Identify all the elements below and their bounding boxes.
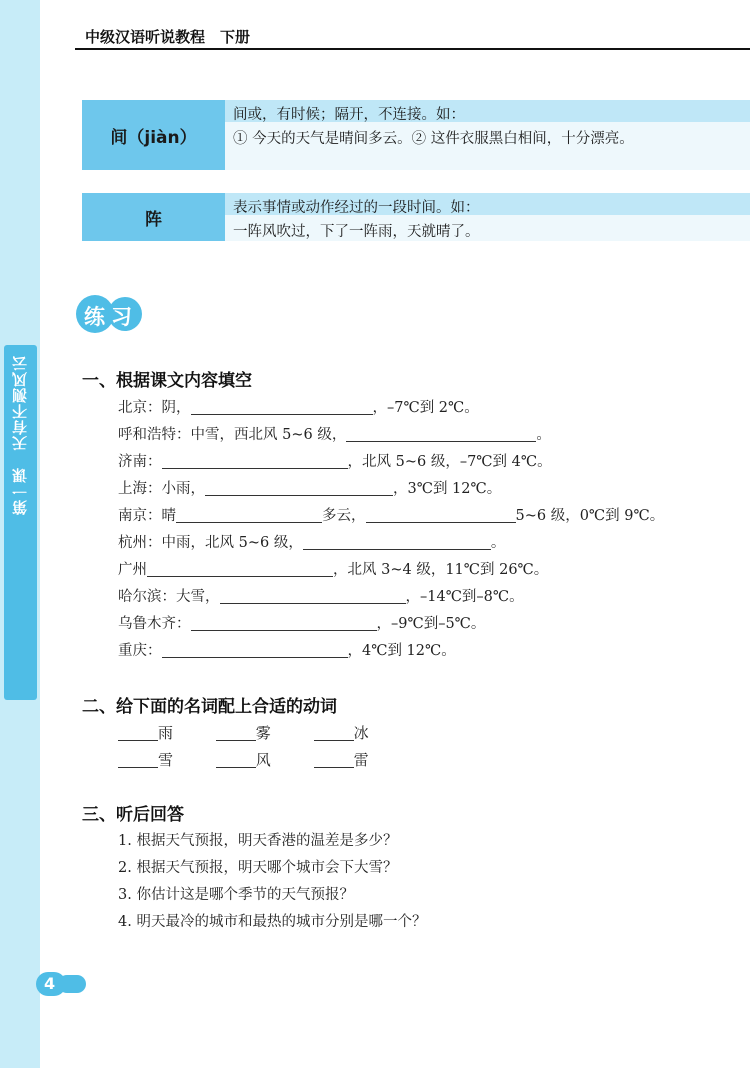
answer-blank[interactable]: [216, 750, 256, 768]
answer-blank[interactable]: [314, 750, 354, 768]
list-item: 风: [216, 747, 309, 774]
chapter-side-tab: [4, 345, 37, 700]
list-item: 雷: [314, 747, 407, 774]
answer-blank[interactable]: [346, 424, 536, 442]
answer-blank[interactable]: [176, 505, 322, 523]
answer-blank[interactable]: [314, 723, 354, 741]
answer-blank[interactable]: [191, 397, 373, 415]
header-rule: [75, 48, 750, 50]
exercise-badge-label: 练习: [84, 305, 138, 329]
list-item: 呼和浩特：中雪，西北风 5~6 级， 。: [118, 422, 718, 449]
verb-row: [118, 747, 407, 774]
answer-blank[interactable]: [205, 478, 393, 496]
definition-text: 表示事情或动作经过的一段时间。如： 一阵风吹过，下了一阵雨，天就晴了。: [233, 200, 480, 240]
book-title: 中级汉语听说教程 下册: [85, 28, 251, 46]
question-list: [118, 828, 426, 936]
answer-blank[interactable]: [147, 559, 333, 577]
definition-text: 间或，有时候；隔开，不连接。如： ① 今天的天气是晴间多云。② 这件衣服黑白相间，十分漂亮。: [233, 107, 634, 147]
list-item: 杭州：中雨，北风 5~6 级， 。: [118, 530, 718, 557]
list-item: 乌鲁木齐： ，–9℃到–5℃。: [118, 611, 718, 638]
answer-blank[interactable]: [366, 505, 516, 523]
answer-blank[interactable]: [118, 750, 158, 768]
list-item: 1. 根据天气预报，明天香港的温差是多少？: [118, 833, 398, 849]
exercise-badge: [76, 295, 146, 333]
chapter-side-tab-text: 第一课 天有不测风云: [11, 355, 29, 515]
list-item: 3. 你估计这是哪个季节的天气预报？: [118, 887, 354, 903]
answer-blank[interactable]: [191, 613, 377, 631]
answer-blank[interactable]: [162, 451, 348, 469]
section-1-title: 一、根据课文内容填空: [82, 371, 252, 391]
page-number: 4: [44, 974, 56, 993]
list-item: 4. 明天最冷的城市和最热的城市分别是哪一个？: [118, 914, 427, 930]
list-item: 雪: [118, 747, 211, 774]
list-item: 2. 根据天气预报，明天哪个城市会下大雪？: [118, 860, 398, 876]
definition-term: 阵: [82, 193, 225, 241]
section-3-title: 三、听后回答: [82, 805, 184, 825]
verb-noun-grid: [118, 720, 407, 774]
list-item: 冰: [314, 720, 407, 747]
list-item: 广州 ，北风 3~4 级，11℃到 26℃。: [118, 557, 718, 584]
verb-row: [118, 720, 407, 747]
definition-term: 间（jiàn）: [82, 100, 225, 170]
list-item: 南京：晴 多云， 5~6 级，0℃到 9℃。: [118, 503, 718, 530]
page-header: [75, 22, 750, 50]
answer-blank[interactable]: [220, 586, 406, 604]
answer-blank[interactable]: [162, 640, 348, 658]
list-item: 雾: [216, 720, 309, 747]
answer-blank[interactable]: [216, 723, 256, 741]
list-item: 上海：小雨， ，3℃到 12℃。: [118, 476, 718, 503]
page-number-badge: [36, 972, 88, 996]
list-item: 北京：阴， ，–7℃到 2℃。: [118, 395, 718, 422]
answer-blank[interactable]: [118, 723, 158, 741]
list-item: 济南： ，北风 5~6 级，–7℃到 4℃。: [118, 449, 718, 476]
answer-blank[interactable]: [303, 532, 491, 550]
list-item: 哈尔滨：大雪， ，–14℃到–8℃。: [118, 584, 718, 611]
section-2-title: 二、给下面的名词配上合适的动词: [82, 697, 337, 717]
list-item: 雨: [118, 720, 211, 747]
fill-in-list: [118, 395, 718, 665]
list-item: 重庆： ，4℃到 12℃。: [118, 638, 718, 665]
